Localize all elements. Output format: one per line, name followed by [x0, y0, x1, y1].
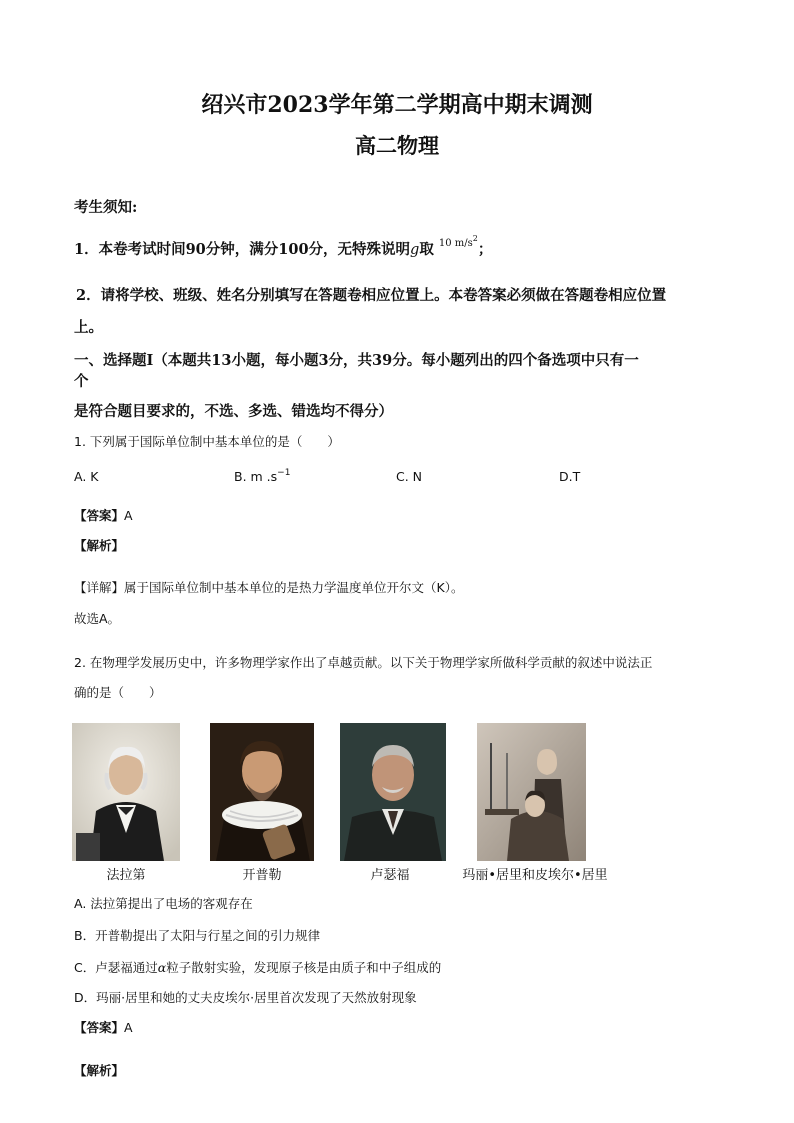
q1-analysis-tag: 【解析】 — [74, 538, 125, 553]
q1-detail: 【详解】属于国际单位制中基本单位的是热力学温度单位开尔文（K）。 — [74, 580, 464, 595]
page-title: 绍兴市2023学年第二学期高中期末调测 — [201, 92, 593, 118]
q2-option-b: B．开普勒提出了太阳与行星之间的引力规律 — [74, 928, 321, 943]
q2-stem-line1: 2. 在物理学发展历史中，许多物理学家作出了卓越贡献。以下关于物理学家所做科学贡献的叙述中说法正 — [74, 655, 653, 670]
curie-portrait-image — [477, 723, 586, 861]
section-1-line2: 个 — [74, 373, 89, 390]
q2-stem-line2: 确的是（ ） — [74, 685, 162, 700]
notice-item-1 — [74, 234, 493, 259]
q1-conclusion: 故选A。 — [74, 611, 121, 626]
q1-option-a: A. K — [74, 469, 99, 484]
q2-analysis-tag: 【解析】 — [74, 1063, 125, 1078]
q1-option-d: D.T — [559, 469, 581, 484]
q2-option-c-prefix: C．卢瑟福通过 — [74, 960, 158, 975]
notice-item-2-line1: 2．请将学校、班级、姓名分别填写在答题卷相应位置上。本卷答案必须做在答题卷相应位置 — [76, 287, 667, 304]
q2-answer-tag: 【答案】 — [74, 1020, 125, 1035]
notice-item-1-value — [438, 234, 478, 249]
caption-kepler: 开普勒 — [242, 868, 282, 883]
rutherford-portrait-image — [340, 723, 446, 861]
q1-answer — [74, 506, 133, 524]
caption-rutherford: 卢瑟福 — [370, 868, 410, 883]
q2-option-c-alpha: α — [157, 960, 167, 975]
notice-item-1-exp: 2 — [472, 234, 478, 243]
notice-item-1-end: ； — [477, 241, 493, 258]
q1-option-b-text: B. m .s — [234, 469, 278, 484]
q2-option-c-suffix: 粒子散射实验，发现原子核是由质子和中子组成的 — [166, 960, 442, 975]
q1-stem: 1. 下列属于国际单位制中基本单位的是（ ） — [74, 434, 340, 449]
caption-faraday: 法拉第 — [106, 868, 146, 883]
kepler-portrait-image — [210, 723, 314, 861]
q1-option-b-exp: −1 — [277, 468, 291, 478]
q1-answer-value: A — [124, 508, 133, 523]
q1-option-c: C. N — [396, 469, 423, 484]
notice-item-1-text: 1．本卷考试时间90分钟，满分100分，无特殊说明 — [74, 241, 411, 258]
q2-option-d: D．玛丽·居里和她的丈夫皮埃尔·居里首次发现了天然放射现象 — [74, 990, 417, 1005]
notice-item-1-g: g — [410, 242, 420, 258]
q2-option-c — [74, 958, 441, 976]
notice-item-1-take: 取 — [419, 241, 434, 258]
faraday-portrait-image — [72, 723, 180, 861]
section-1-line3: 是符合题目要求的，不选、多选、错选均不得分） — [74, 403, 393, 420]
caption-curie: 玛丽•居里和皮埃尔•居里 — [462, 868, 608, 883]
q2-option-a: A. 法拉第提出了电场的客观存在 — [74, 896, 253, 911]
notice-item-1-unit: 10 m/s — [438, 238, 473, 249]
notice-item-2-line2: 上。 — [74, 319, 103, 336]
q1-option-b — [234, 469, 290, 484]
q1-answer-tag: 【答案】 — [74, 508, 125, 523]
page-subtitle: 高二物理 — [355, 133, 439, 158]
q2-answer-value: A — [124, 1020, 133, 1035]
q2-answer — [74, 1018, 133, 1036]
section-1-line1: 一、选择题Ⅰ（本题共13小题，每小题3分，共39分。每小题列出的四个备选项中只有一 — [74, 352, 639, 369]
notice-heading: 考生须知: — [74, 199, 138, 216]
